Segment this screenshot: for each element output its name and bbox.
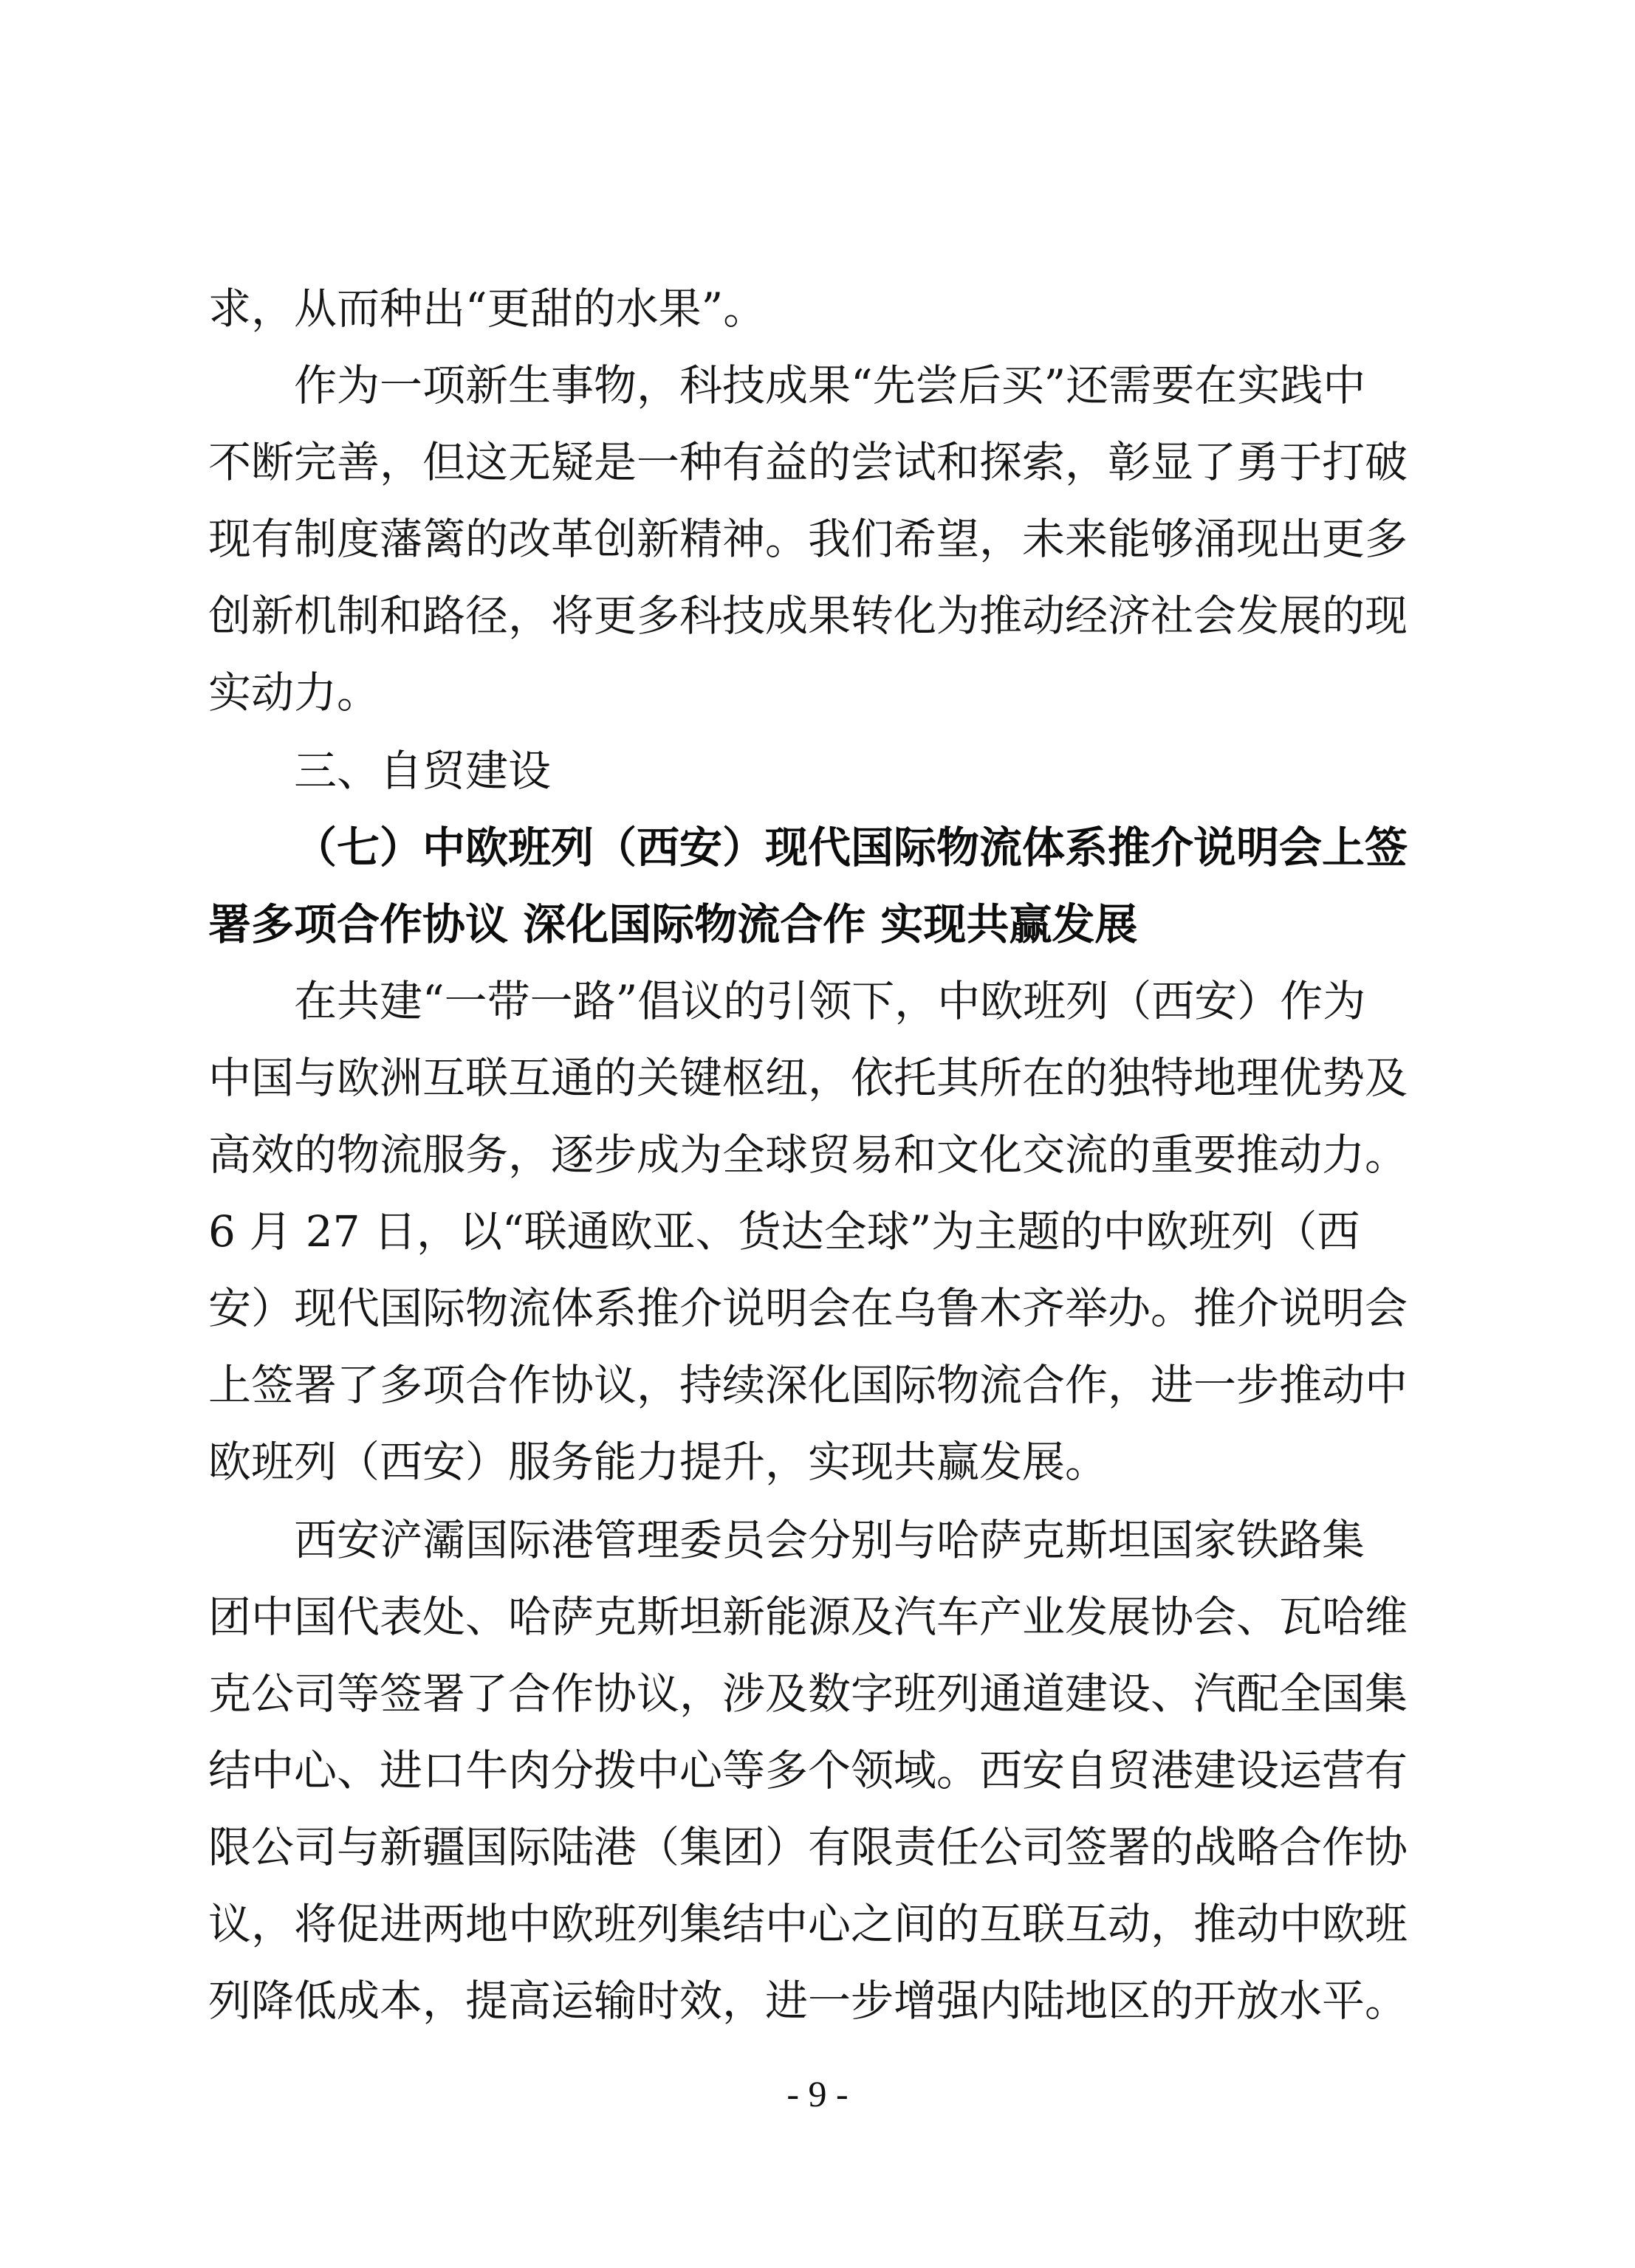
paragraph-line: 6 月 27 日，以“联通欧亚、货达全球”为主题的中欧班列（西 — [208, 1206, 1360, 1257]
paragraph-line: 安）现代国际物流体系推介说明会在乌鲁木齐举办。推介说明会 — [208, 1283, 1408, 1333]
paragraph-line: 不断完善，但这无疑是一种有益的尝试和探索，彰显了勇于打破 — [208, 437, 1408, 487]
paragraph-line: 上签署了多项合作协议，持续深化国际物流合作，进一步推动中 — [208, 1360, 1408, 1410]
paragraph-line: 结中心、进口牛肉分拨中心等多个领域。西安自贸港建设运营有 — [208, 1745, 1408, 1796]
paragraph-line: 作为一项新生事物，科技成果“先尝后买”还需要在实践中 — [294, 360, 1366, 410]
paragraph-line: 欧班列（西安）服务能力提升，实现共赢发展。 — [208, 1437, 1108, 1487]
paragraph-line: 列降低成本，提高运输时效，进一步增强内陆地区的开放水平。 — [208, 1976, 1408, 2026]
paragraph-line: 创新机制和路径，将更多科技成果转化为推动经济社会发展的现 — [208, 591, 1408, 641]
paragraph-line: 求，从而种出“更甜的水果”。 — [208, 284, 767, 334]
paragraph-line: 西安浐灞国际港管理委员会分别与哈萨克斯坦国家铁路集 — [294, 1515, 1365, 1565]
paragraph-line: 限公司与新疆国际陆港（集团）有限责任公司签署的战略合作协 — [208, 1822, 1408, 1872]
paragraph-line: 中国与欧洲互联互通的关键枢纽，依托其所在的独特地理优势及 — [208, 1053, 1408, 1103]
subsection-heading: 署多项合作协议 深化国际物流合作 实现共赢发展 — [208, 899, 1138, 949]
paragraph-line: 克公司等签署了合作协议，涉及数字班列通道建设、汽配全国集 — [208, 1669, 1408, 1719]
paragraph-line: 议，将促进两地中欧班列集结中心之间的互联互动，推动中欧班 — [208, 1899, 1408, 1949]
paragraph-line: 实动力。 — [208, 667, 380, 718]
paragraph-line: 团中国代表处、哈萨克斯坦新能源及汽车产业发展协会、瓦哈维 — [208, 1592, 1408, 1642]
section-heading: 三、自贸建设 — [294, 746, 552, 796]
paragraph-line: 高效的物流服务，逐步成为全球贸易和文化交流的重要推动力。 — [208, 1130, 1408, 1180]
page-number: - 9 - — [786, 2073, 849, 2114]
paragraph-line: 在共建“一带一路”倡议的引领下，中欧班列（西安）作为 — [294, 976, 1366, 1026]
paragraph-line: 现有制度藩篱的改革创新精神。我们希望，未来能够涌现出更多 — [208, 514, 1408, 564]
subsection-heading: （七）中欧班列（西安）现代国际物流体系推介说明会上签 — [294, 822, 1408, 873]
